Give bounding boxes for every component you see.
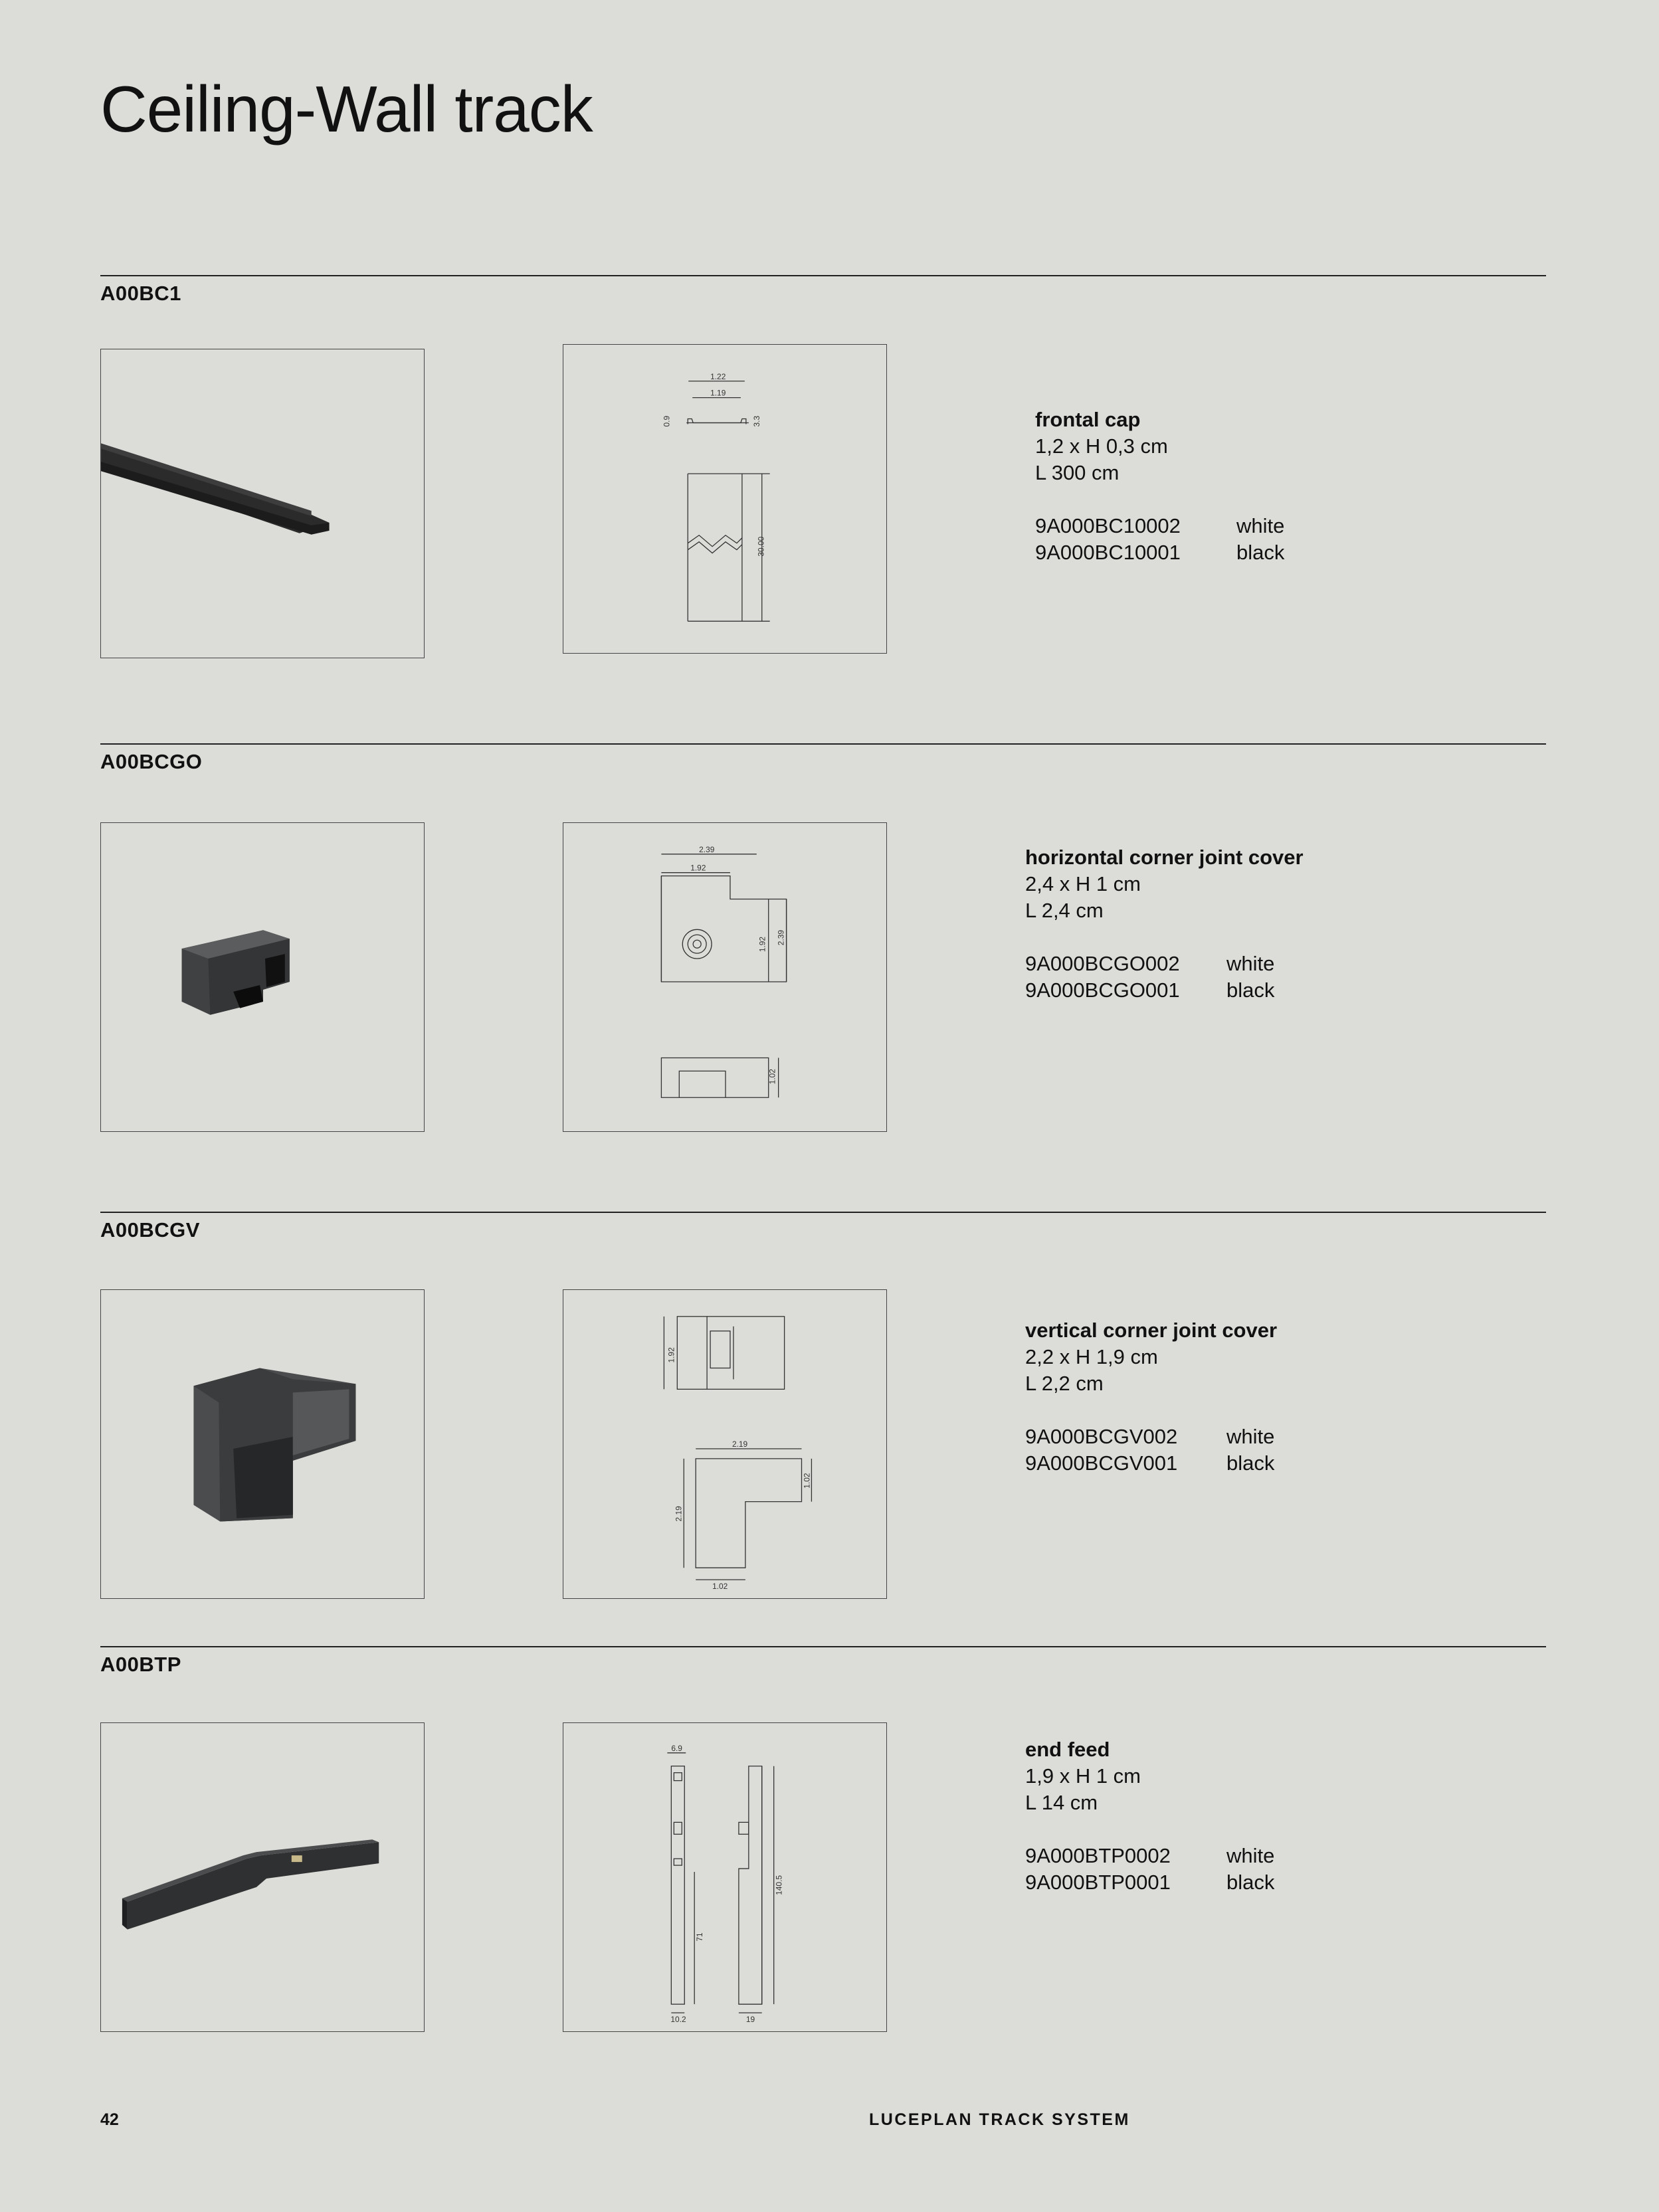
product-info <box>1025 1317 1277 1477</box>
product-length: L 2,4 cm <box>1025 899 1104 922</box>
variant-row <box>1035 539 1284 566</box>
product-render-horizontal-corner <box>100 822 425 1132</box>
technical-drawing-frontal-cap <box>563 344 887 654</box>
product-code: A00BCGO <box>100 750 203 773</box>
variant-color: white <box>1226 1425 1275 1448</box>
variant-code: 9A000BTP0002 <box>1025 1844 1171 1867</box>
dim-label: 1.22 <box>710 371 726 381</box>
product-size: 1,9 x H 1 cm <box>1025 1764 1141 1788</box>
variant-color: black <box>1226 978 1275 1002</box>
variant-code: 9A000BC10002 <box>1035 514 1181 537</box>
variant-row <box>1025 1424 1277 1450</box>
product-code: A00BC1 <box>100 282 181 305</box>
variant-code: 9A000BC10001 <box>1035 541 1181 564</box>
product-code: A00BTP <box>100 1653 181 1676</box>
product-render-frontal-cap <box>100 349 425 658</box>
variant-code: 9A000BCGV002 <box>1025 1425 1178 1448</box>
variant-code: 9A000BTP0001 <box>1025 1871 1171 1894</box>
variant-code: 9A000BCGO001 <box>1025 978 1180 1002</box>
product-size: 1,2 x H 0,3 cm <box>1035 434 1168 458</box>
variant-row <box>1025 977 1304 1004</box>
dim-label: 0.9 <box>662 415 672 427</box>
product-length: L 14 cm <box>1025 1791 1098 1814</box>
dim-label: 1.02 <box>802 1473 812 1489</box>
product-size: 2,4 x H 1 cm <box>1025 872 1141 895</box>
page-title: Ceiling-Wall track <box>100 72 593 145</box>
product-size: 2,2 x H 1,9 cm <box>1025 1345 1158 1368</box>
product-name: end feed <box>1025 1738 1110 1761</box>
product-length: L 2,2 cm <box>1025 1372 1104 1395</box>
dim-label: 2.19 <box>732 1439 748 1449</box>
variant-color: white <box>1236 514 1285 537</box>
dim-label: 10.2 <box>670 2015 686 2025</box>
variant-color: white <box>1226 1844 1275 1867</box>
variant-color: black <box>1226 1871 1275 1894</box>
dim-label: 1.92 <box>690 863 706 873</box>
technical-drawing-horizontal-corner <box>563 822 887 1132</box>
variant-code: 9A000BCGV001 <box>1025 1451 1178 1475</box>
section-divider <box>100 743 1546 745</box>
variant-row <box>1025 1450 1277 1477</box>
variant-code: 9A000BCGO002 <box>1025 952 1180 975</box>
product-render-vertical-corner <box>100 1289 425 1599</box>
section-divider <box>100 1646 1546 1647</box>
dim-label: 71 <box>695 1932 705 1942</box>
variant-color: black <box>1236 541 1285 564</box>
product-name: vertical corner joint cover <box>1025 1319 1278 1342</box>
dim-label: 2.19 <box>674 1506 684 1522</box>
dim-label: 1.92 <box>666 1347 676 1363</box>
footer-brand: LUCEPLAN TRACK SYSTEM <box>869 2110 1130 2129</box>
variant-color: white <box>1226 952 1275 975</box>
page-number: 42 <box>100 2110 119 2129</box>
technical-drawing-vertical-corner <box>563 1289 887 1599</box>
dim-label: 2.39 <box>699 844 715 854</box>
dim-label: 1.19 <box>710 388 726 398</box>
dim-label: 1.02 <box>767 1069 777 1085</box>
product-code: A00BCGV <box>100 1218 200 1242</box>
variant-row <box>1035 513 1284 539</box>
product-render-end-feed <box>100 1722 425 2032</box>
product-name: frontal cap <box>1035 408 1141 431</box>
section-divider <box>100 275 1546 276</box>
dim-label: 1.92 <box>757 936 767 953</box>
technical-drawing-end-feed <box>563 1722 887 2032</box>
dim-label: 2.39 <box>776 929 786 946</box>
dim-label: 140.5 <box>774 1875 784 1895</box>
dim-label: 30.00 <box>756 536 766 557</box>
product-info <box>1025 844 1304 1004</box>
product-info <box>1025 1736 1274 1896</box>
product-length: L 300 cm <box>1035 461 1120 484</box>
variant-color: black <box>1226 1451 1275 1475</box>
variant-row <box>1025 1843 1274 1869</box>
dim-label: 3.3 <box>751 415 761 427</box>
dim-label: 19 <box>745 2015 755 2025</box>
dim-label: 1.02 <box>712 1582 728 1592</box>
variant-row <box>1025 1869 1274 1896</box>
variant-row <box>1025 951 1304 977</box>
section-divider <box>100 1212 1546 1213</box>
product-info <box>1035 407 1284 566</box>
product-name: horizontal corner joint cover <box>1025 846 1304 869</box>
dim-label: 6.9 <box>671 1743 682 1753</box>
